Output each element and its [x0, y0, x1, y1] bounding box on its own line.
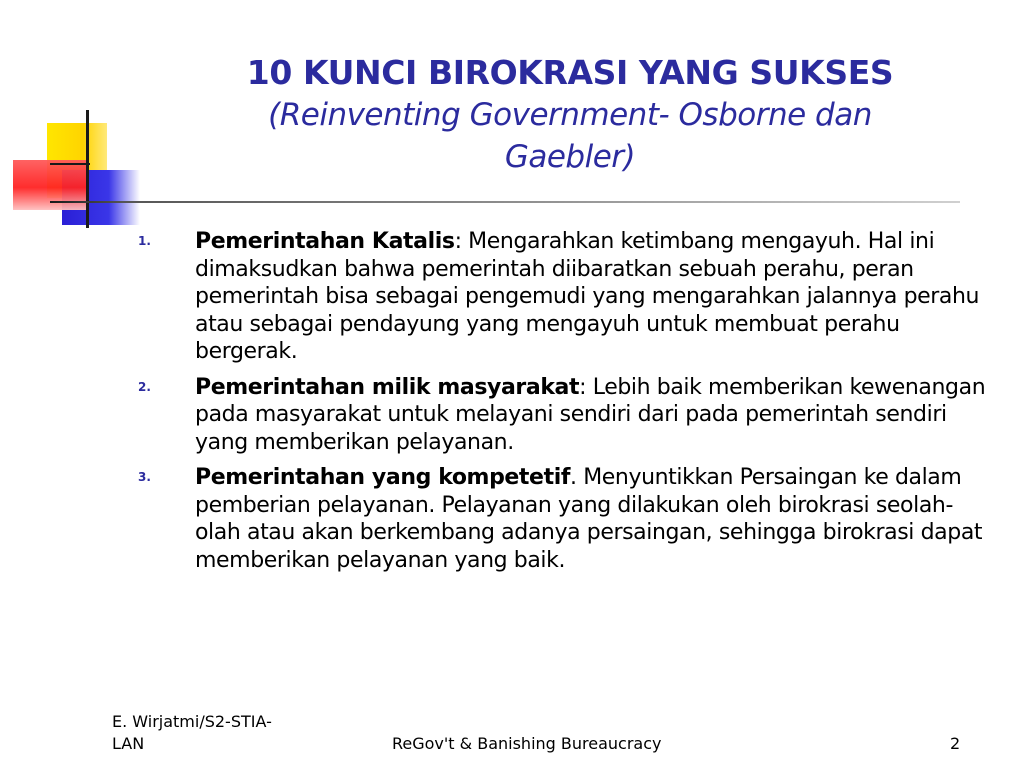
- vertical-rule: [86, 110, 89, 228]
- list-number: 1.: [138, 234, 151, 248]
- decorative-blocks: [0, 0, 160, 240]
- item-text: Menyuntikkan Persaingan ke dalam pemberian pelayanan. Pelayanan yang dilakukan oleh birokrasi seolah-olah atau akan berkembang adanya persaingan, sehingga birokrasi dapat memberikan pelayanan yang baik.: [195, 465, 983, 573]
- slide-title: 10 KUNCI BIROKRASI YANG SUKSES: [246, 53, 894, 92]
- list-number: 2.: [138, 379, 151, 394]
- footer-title: ReGov't & Banishing Bureaucracy: [392, 734, 662, 753]
- slide-subtitle-line-2: Gaebler): [504, 139, 636, 175]
- item-separator: :: [579, 374, 587, 400]
- slide-subtitle-line-1: (Reinventing Government- Osborne dan: [268, 97, 872, 133]
- item-term: Pemerintahan Katalis: [195, 229, 455, 254]
- list-item: [138, 228, 998, 366]
- page-number: 2: [950, 734, 961, 753]
- short-horizontal-rule: [50, 163, 90, 165]
- list-item: [138, 464, 998, 574]
- footer-author-line-1: E. Wirjatmi/S2-STIA-: [112, 712, 272, 731]
- footer-author-line-2: LAN: [112, 734, 145, 753]
- item-term: Pemerintahan milik masyarakat: [195, 374, 580, 400]
- title-divider: [50, 201, 960, 203]
- item-text: Lebih baik memberikan kewenangan pada masyarakat untuk melayani sendiri dari pada pemerintah sendiri yang memberikan pelayanan.: [195, 374, 986, 455]
- key-points-list: [138, 228, 998, 582]
- item-separator: :: [454, 229, 462, 254]
- item-term: Pemerintahan yang kompetetif: [195, 465, 571, 490]
- list-item: [138, 374, 998, 457]
- list-number: 3.: [138, 470, 151, 484]
- item-text: Mengarahkan ketimbang mengayuh. Hal ini dimaksudkan bahwa pemerintah diibaratkan sebuah perahu, peran pemerintah bisa sebagai pengemudi yang mengarahkan jalannya perahu atau sebagai pendayung yang mengayuh untuk membuat perahu bergerak.: [195, 229, 980, 364]
- item-separator: .: [570, 465, 577, 490]
- slide-title-block: [170, 52, 970, 178]
- footer-author: [112, 711, 332, 755]
